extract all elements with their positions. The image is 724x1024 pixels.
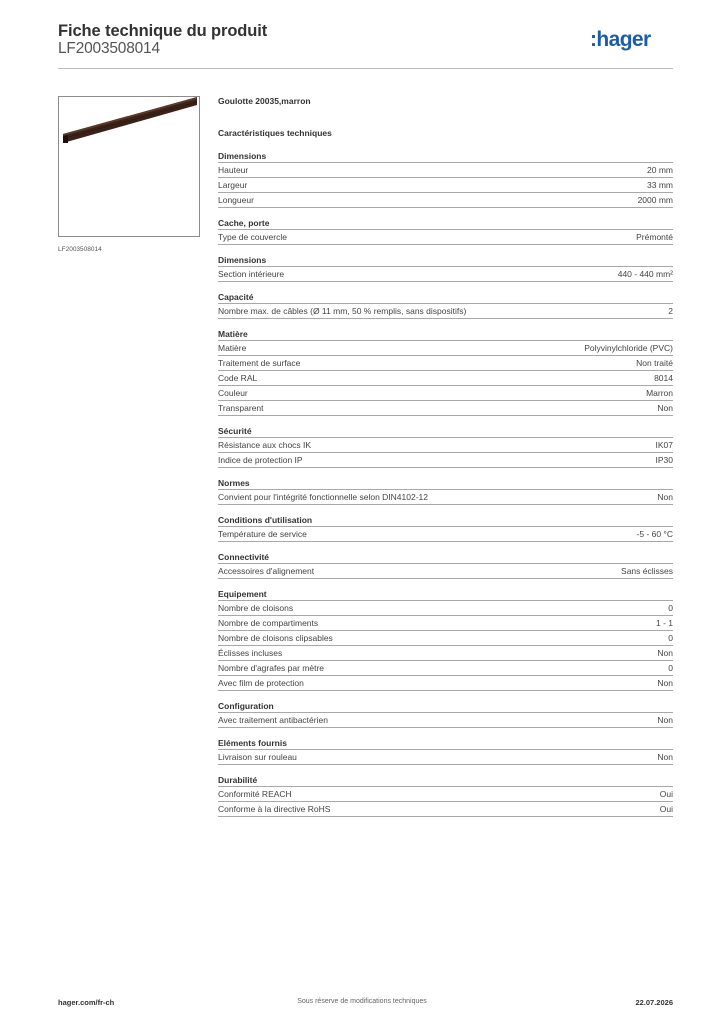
spec-label: Code RAL: [218, 373, 258, 383]
spec-section: [218, 774, 673, 817]
spec-row: [218, 304, 673, 319]
spec-section: [218, 737, 673, 765]
spec-value: Non: [657, 403, 673, 413]
spec-value: -5 - 60 °C: [636, 529, 673, 539]
spec-label: Nombre de cloisons clipsables: [218, 633, 333, 643]
spec-row: [218, 802, 673, 817]
spec-row: [218, 230, 673, 245]
spec-value: Oui: [659, 804, 673, 814]
spec-value: Non: [657, 752, 673, 762]
section-title: Matière: [218, 328, 673, 341]
spec-row: [218, 178, 673, 193]
spec-section: [218, 291, 673, 319]
spec-row: [218, 787, 673, 802]
spec-value: 0: [668, 663, 673, 673]
section-title: Eléments fournis: [218, 737, 673, 750]
product-image: [58, 96, 200, 237]
spec-value: IP30: [655, 455, 673, 465]
spec-row: [218, 661, 673, 676]
spec-section: [218, 551, 673, 579]
spec-value: Prémonté: [636, 232, 673, 242]
spec-row: [218, 453, 673, 468]
spec-section: [218, 254, 673, 282]
spec-content: [218, 96, 673, 826]
footer-website: hager.com/fr-ch: [58, 998, 115, 1007]
spec-label: Largeur: [218, 180, 248, 190]
spec-value: 0: [668, 603, 673, 613]
spec-label: Hauteur: [218, 165, 249, 175]
spec-row: [218, 193, 673, 208]
spec-row: [218, 490, 673, 505]
spec-row: [218, 267, 673, 282]
spec-label: Résistance aux chocs IK: [218, 440, 312, 450]
footer-date: 22.07.2026: [635, 998, 673, 1007]
spec-value: Non: [657, 678, 673, 688]
section-title: Capacité: [218, 291, 673, 304]
spec-value: Non: [657, 648, 673, 658]
section-title: Conditions d'utilisation: [218, 514, 673, 527]
spec-value: Sans éclisses: [621, 566, 673, 576]
spec-section: [218, 425, 673, 468]
spec-label: Livraison sur rouleau: [218, 752, 297, 762]
section-title: Sécurité: [218, 425, 673, 438]
spec-section: [218, 217, 673, 245]
image-caption: LF2003508014: [58, 246, 102, 253]
spec-value: 2: [668, 306, 673, 316]
spec-label: Nombre max. de câbles (Ø 11 mm, 50 % remplis, sans dispositifs): [218, 306, 467, 316]
spec-row: [218, 601, 673, 616]
spec-row: [218, 750, 673, 765]
spec-section: [218, 150, 673, 208]
footer-notice: Sous réserve de modifications techniques: [297, 998, 427, 1005]
spec-value: 8014: [654, 373, 673, 383]
spec-label: Convient pour l'intégrité fonctionnelle selon DIN4102-12: [218, 492, 429, 502]
spec-row: [218, 527, 673, 542]
spec-value: 440 - 440 mm²: [617, 269, 673, 279]
section-title: Equipement: [218, 588, 673, 601]
spec-value: 20 mm: [647, 165, 673, 175]
spec-section: [218, 700, 673, 728]
spec-value: Non traité: [636, 358, 673, 368]
spec-row: [218, 631, 673, 646]
spec-label: Transparent: [218, 403, 264, 413]
spec-row: [218, 713, 673, 728]
spec-label: Nombre de compartiments: [218, 618, 319, 628]
spec-label: Accessoires d'alignement: [218, 566, 315, 576]
section-title: Dimensions: [218, 150, 673, 163]
spec-value: 0: [668, 633, 673, 643]
spec-row: [218, 341, 673, 356]
spec-value: Non: [657, 715, 673, 725]
spec-label: Section intérieure: [218, 269, 285, 279]
spec-label: Nombre de cloisons: [218, 603, 294, 613]
spec-value: Polyvinylchloride (PVC): [584, 343, 673, 353]
spec-label: Matière: [218, 343, 247, 353]
spec-row: [218, 564, 673, 579]
spec-sections: [218, 150, 673, 817]
spec-label: Traitement de surface: [218, 358, 301, 368]
spec-value: Oui: [659, 789, 673, 799]
spec-section: [218, 328, 673, 416]
spec-label: Indice de protection IP: [218, 455, 303, 465]
spec-row: [218, 676, 673, 691]
document-title: Fiche technique du produit: [58, 22, 268, 40]
spec-label: Conforme à la directive RoHS: [218, 804, 331, 814]
hager-logo: :hager: [590, 28, 651, 51]
spec-value: Marron: [646, 388, 673, 398]
spec-label: Couleur: [218, 388, 248, 398]
spec-row: [218, 616, 673, 631]
spec-label: Type de couvercle: [218, 232, 287, 242]
spec-value: 33 mm: [647, 180, 673, 190]
spec-value: IK07: [655, 440, 673, 450]
section-title: Connectivité: [218, 551, 673, 564]
spec-row: [218, 438, 673, 453]
header-divider: [58, 68, 673, 69]
section-title: Cache, porte: [218, 217, 673, 230]
spec-label: Éclisses incluses: [218, 648, 283, 658]
spec-label: Longueur: [218, 195, 254, 205]
spec-row: [218, 386, 673, 401]
spec-value: 1 - 1: [655, 618, 673, 628]
section-title: Normes: [218, 477, 673, 490]
spec-label: Conformité REACH: [218, 789, 292, 799]
spec-row: [218, 646, 673, 661]
section-title: Dimensions: [218, 254, 673, 267]
spec-label: Avec traitement antibactérien: [218, 715, 328, 725]
cable-duct-illustration: [59, 97, 199, 236]
specs-heading: Caractéristiques techniques: [218, 128, 332, 138]
spec-label: Température de service: [218, 529, 307, 539]
section-title: Durabilité: [218, 774, 673, 787]
spec-value: Non: [657, 492, 673, 502]
spec-row: [218, 163, 673, 178]
spec-label: Avec film de protection: [218, 678, 304, 688]
section-title: Configuration: [218, 700, 673, 713]
spec-row: [218, 401, 673, 416]
product-reference: LF2003508014: [58, 40, 160, 57]
spec-section: [218, 588, 673, 691]
spec-row: [218, 371, 673, 386]
spec-section: [218, 514, 673, 542]
spec-row: [218, 356, 673, 371]
spec-label: Nombre d'agrafes par mètre: [218, 663, 325, 673]
spec-value: 2000 mm: [637, 195, 673, 205]
product-name: Goulotte 20035,marron: [218, 96, 311, 106]
spec-section: [218, 477, 673, 505]
